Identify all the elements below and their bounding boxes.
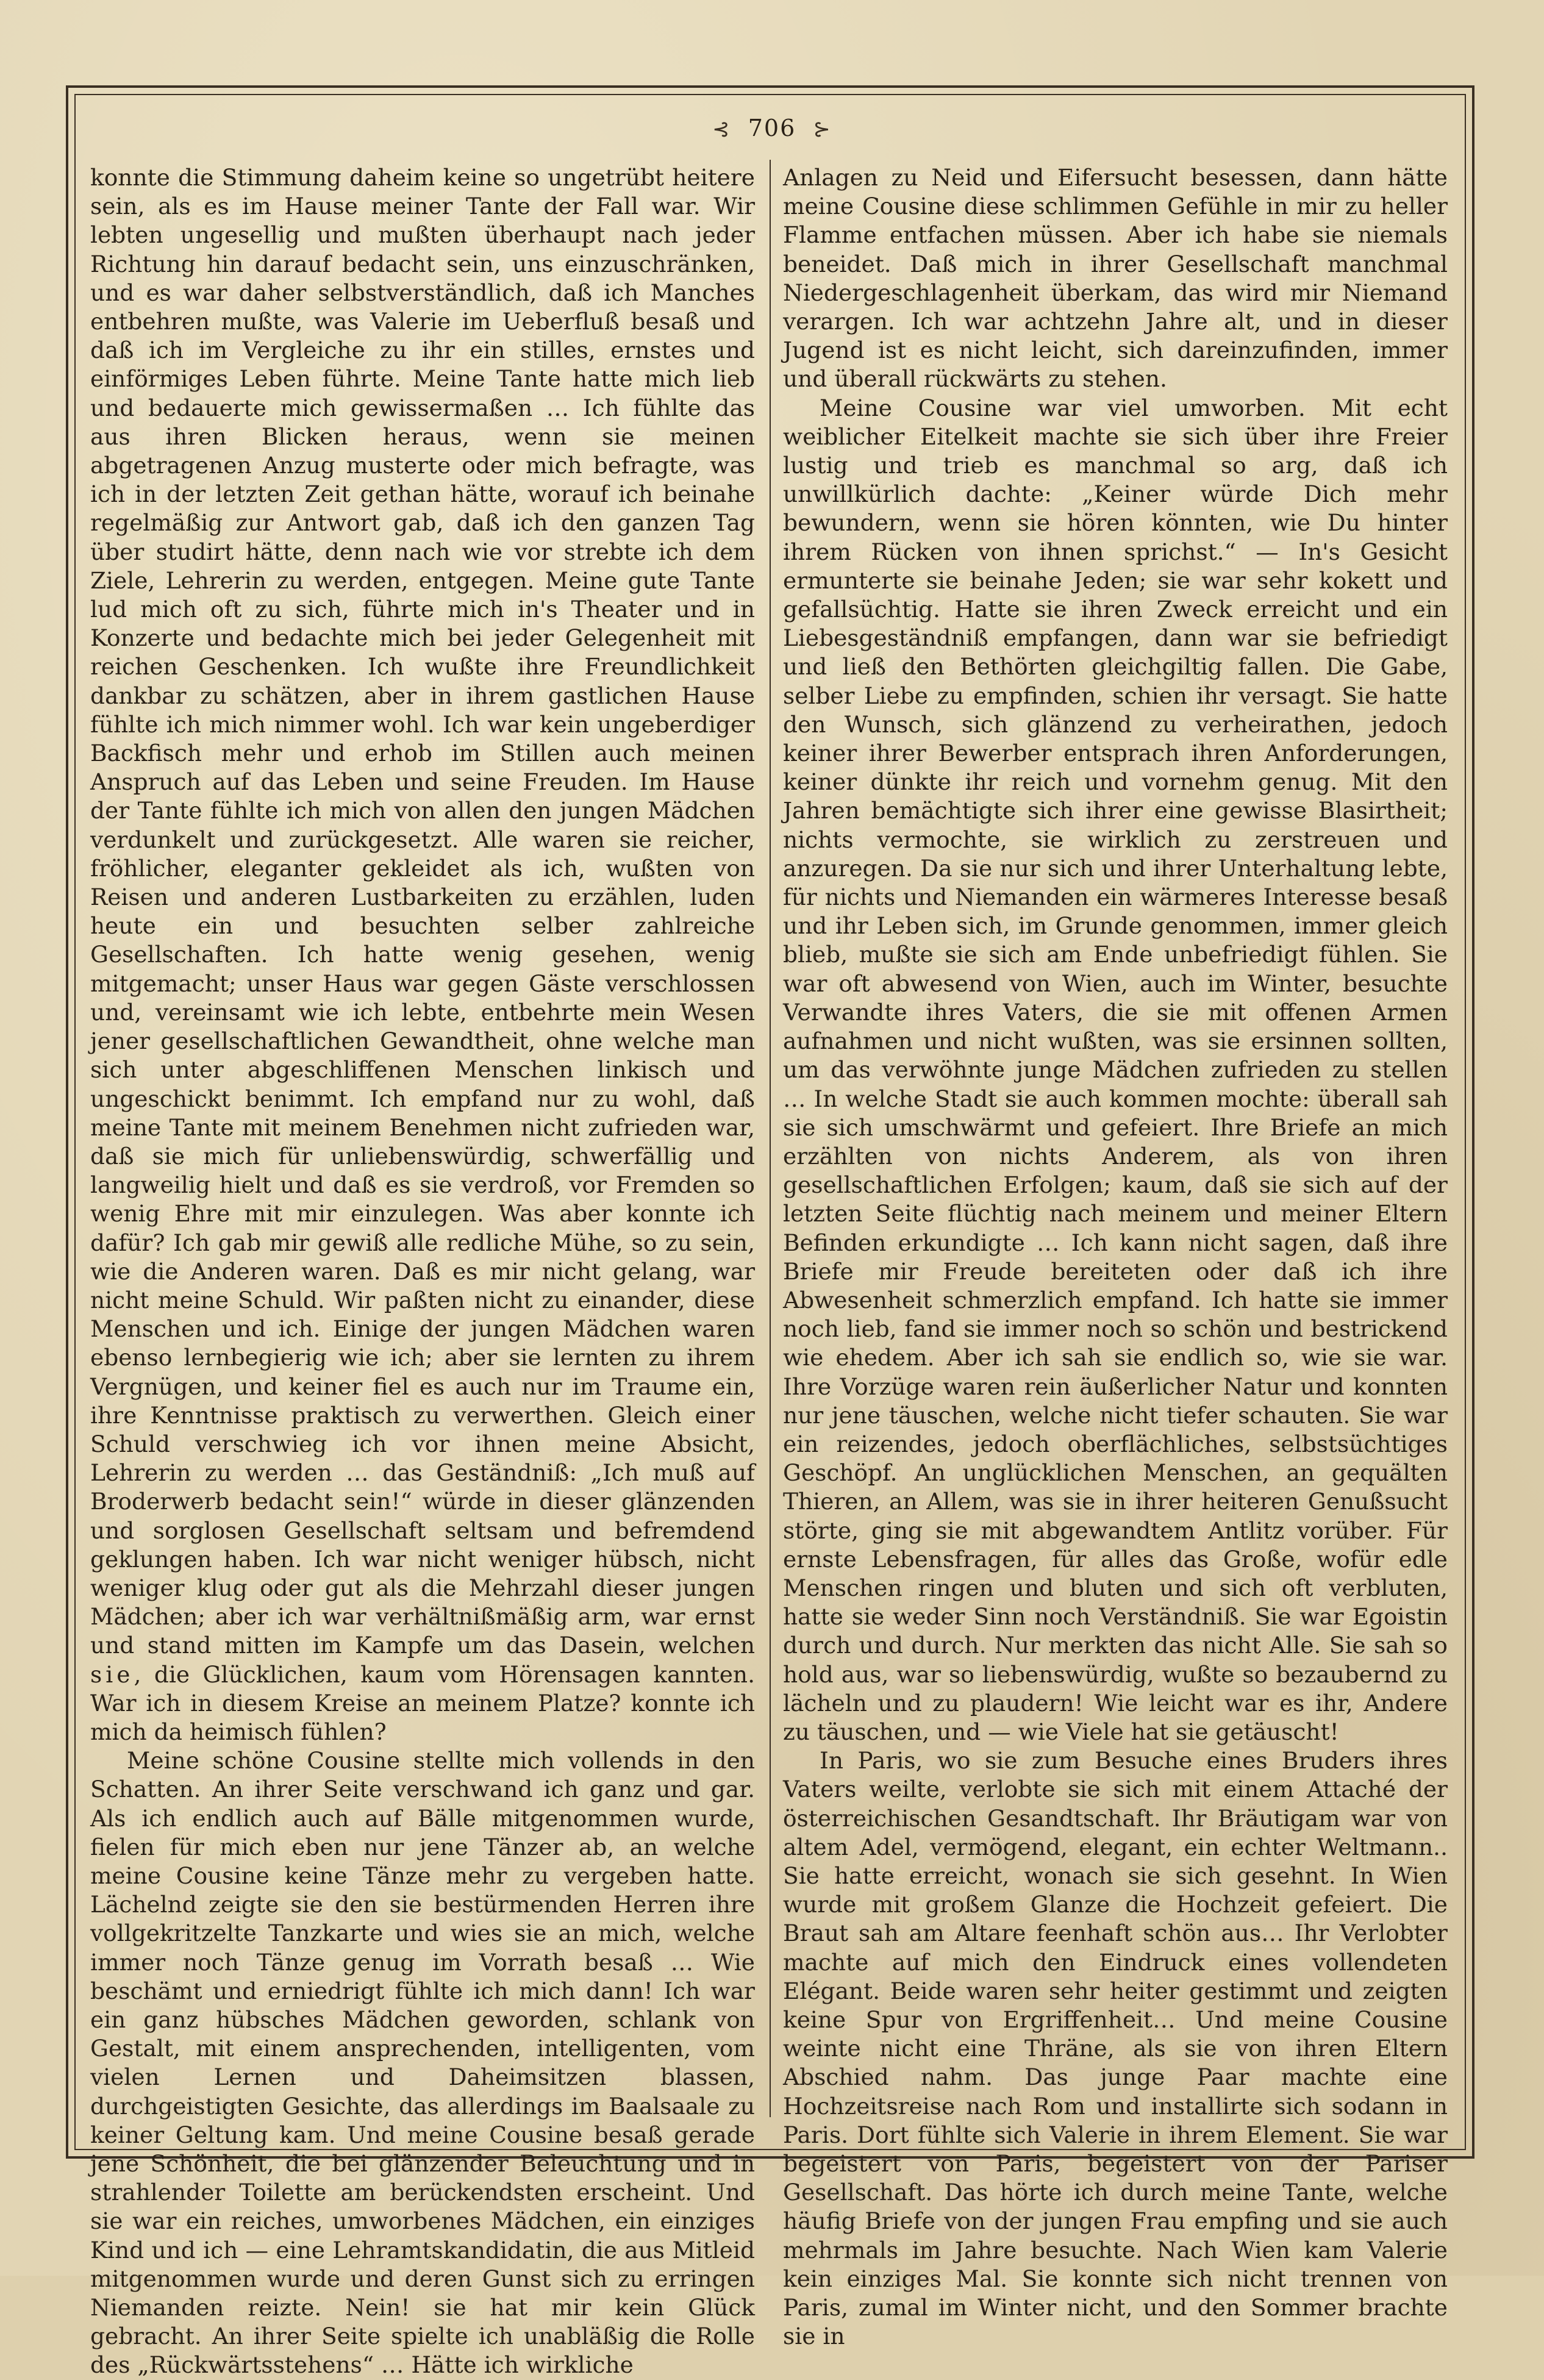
left-paragraph-1-end: , die Glücklichen, kaum vom Hörensagen kannten. War ich in diesem Kreise an meinem Platze? konnte ich mich da heimisch fühlen? [90, 1660, 755, 1745]
spaced-word: sie [90, 1660, 134, 1688]
right-column [783, 163, 1448, 2351]
column-divider [770, 160, 771, 2117]
right-paragraph-1: Anlagen zu Neid und Eifersucht besessen, dann hätte meine Cousine diese schlimmen Gefühle in mir zu heller Flamme entfachen müssen. Aber ich habe sie niemals beneidet. Daß mich in ihrer Gesellschaft manchmal Niedergeschlagenheit überkam, das wird mir Niemand verargen. Ich war achtzehn Jahre alt, und in dieser Jugend ist es nicht leicht, sich dareinzufinden, immer und überall rückwärts zu stehen. [783, 164, 1448, 393]
left-column [90, 163, 755, 2380]
left-paragraph-1-text: konnte die Stimmung daheim keine so ungetrübt heitere sein, als es im Hause meiner Tante der Fall war. Wir lebten ungesellig und mußten überhaupt nach jeder Richtung hin darauf bedacht sein, uns einzuschränken, und es war daher selbstverständlich, daß ich Manches entbehren mußte, was Valerie im Ueberfluß besaß und daß ich im Vergleiche zu ihr ein stilles, ernstes und einförmiges Leben führte. Meine Tante hatte mich lieb und bedauerte mich gewissermaßen … Ich fühlte das aus ihren Blicken heraus, wenn sie meinen abgetragenen Anzug musterte oder mich befragte, was ich in der letzten Zeit gethan hätte, worauf ich beinahe regelmäßig zur Antwort gab, daß ich den ganzen Tag über studirt hätte, denn nach wie vor strebte ich dem Ziele, Lehrerin zu werden, entgegen. Meine gute Tante lud mich oft zu sich, führte mich in's Theater und in Konzerte und bedachte mich bei jeder Gelegenheit mit reichen Geschenken. Ich wußte ihre Freundlichkeit dankbar zu schätzen, aber in ihrem gastlichen Hause fühlte ich mich nimmer wohl. Ich war kein ungeberdiger Backfisch mehr und erhob im Stillen auch meinen Anspruch auf das Leben und seine Freuden. Im Hause der Tante fühlte ich mich von allen den jungen Mädchen verdunkelt und zurückgesetzt. Alle waren sie reicher, fröhlicher, eleganter gekleidet als ich, wußten von Reisen und anderen Lustbarkeiten zu erzählen, luden heute ein und besuchten selber zahlreiche Gesellschaften. Ich hatte wenig gesehen, wenig mitgemacht; unser Haus war gegen Gäste verschlossen und, vereinsamt wie ich lebte, entbehrte mein Wesen jener gesellschaftlichen Gewandtheit, ohne welche man sich unter abgeschliffenen Menschen linkisch und ungeschickt benimmt. Ich empfand nur zu wohl, daß meine Tante mit meinem Benehmen nicht zufrieden war, daß sie mich für unliebenswürdig, schwerfällig und langweilig hielt und daß es sie verdroß, vor Fremden so wenig Ehre mit mir einzulegen. Was aber konnte ich dafür? Ich gab mir gewiß alle redliche Mühe, so zu sein, wie die Anderen waren. Daß es mir nicht gelang, war nicht meine Schuld. Wir paßten nicht zu einander, diese Menschen und ich. Einige der jungen Mädchen waren ebenso lernbegierig wie ich; aber sie lernten zu ihrem Vergnügen, und keiner fiel es auch nur im Traume ein, ihre Kenntnisse praktisch zu verwerthen. Gleich einer Schuld verschwieg ich vor ihnen meine Absicht, Lehrerin zu werden … das Geständniß: „Ich muß auf Broderwerb bedacht sein!“ würde in dieser glänzenden und sorglosen Gesellschaft seltsam und befremdend geklungen haben. Ich war nicht weniger hübsch, nicht weniger klug oder gut als die Mehrzahl dieser jungen Mädchen; aber ich war verhältnißmäßig arm, war ernst und stand mitten im Kampfe um das Dasein, welchen [90, 164, 755, 1659]
left-paragraph-2: Meine schöne Cousine stellte mich vollends in den Schatten. An ihrer Seite verschwand ich ganz und gar. Als ich endlich auch auf Bälle mitgenommen wurde, fielen für mich eben nur jene Tänzer ab, an welche meine Cousine keine Tänze mehr zu vergeben hatte. Lächelnd zeigte sie den sie bestürmenden Herren ihre vollgekritzelte Tanzkarte und wies sie an mich, welche immer noch Tänze genug im Vorrath besaß … Wie beschämt und erniedrigt fühlte ich mich dann! Ich war ein ganz hübsches Mädchen geworden, schlank von Gestalt, mit einem ansprechenden, intelligenten, vom vielen Lernen und Daheimsitzen blassen, durchgeistigten Gesichte, das allerdings im Baalsaale zu keiner Geltung kam. Und meine Cousine besaß gerade jene Schönheit, die bei glänzender Beleuchtung und in strahlender Toilette am berückendsten erscheint. Und sie war ein reiches, umworbenes Mädchen, ein einziges Kind und ich — eine Lehramtskandidatin, die aus Mitleid mitgenommen wurde und deren Gunst sich zu erringen Niemanden reizte. Nein! sie hat mir kein Glück gebracht. An ihrer Seite spielte ich unabläßig die Rolle des „Rückwärtsstehens“ … Hätte ich wirkliche [90, 1747, 755, 2379]
left-paragraph-1 [90, 163, 755, 1746]
right-paragraph-2: Meine Cousine war viel umworben. Mit echt weiblicher Eitelkeit machte sie sich über ihre Freier lustig und trieb es manchmal so arg, daß ich unwillkürlich dachte: „Keiner würde Dich mehr bewundern, wenn sie hören könnten, wie Du hinter ihrem Rücken von ihnen sprichst.“ — In's Gesicht ermunterte sie beinahe Jeden; sie war sehr kokett und gefallsüchtig. Hatte sie ihren Zweck erreicht und ein Liebesgeständniß empfangen, dann war sie befriedigt und ließ den Bethörten gleichgiltig fallen. Die Gabe, selber Liebe zu empfinden, schien ihr versagt. Sie hatte den Wunsch, sich glänzend zu verheirathen, jedoch keiner ihrer Bewerber entsprach ihren Anforderungen, keiner dünkte ihr reich und vornehm genug. Mit den Jahren bemächtigte sich ihrer eine gewisse Blasirtheit; nichts vermochte, sie wirklich zu zerstreuen und anzuregen. Da sie nur sich und ihrer Unterhaltung lebte, für nichts und Niemanden ein wärmeres Interesse besaß und ihr Leben sich, im Grunde genommen, immer gleich blieb, mußte sie sich am Ende unbefriedigt fühlen. Sie war oft abwesend von Wien, auch im Winter, besuchte Verwandte ihres Vaters, die sie mit offenen Armen aufnahmen und nicht wußten, was sie ersinnen sollten, um das verwöhnte junge Mädchen zufrieden zu stellen … In welche Stadt sie auch kommen mochte: überall sah sie sich umschwärmt und gefeiert. Ihre Briefe an mich erzählten von nichts Anderem, als von ihren gesellschaftlichen Erfolgen; kaum, daß sie sich auf der letzten Seite flüchtig nach meinem und meiner Eltern Befinden erkundigte … Ich kann nicht sagen, daß ihre Briefe mir Freude bereiteten oder daß ich ihre Abwesenheit schmerzlich empfand. Ich hatte sie immer noch lieb, fand sie immer noch so schön und bestrickend wie ehedem. Aber ich sah sie endlich so, wie sie war. Ihre Vorzüge waren rein äußerlicher Natur und konnten nur jene täuschen, welche nicht tiefer schauten. Sie war ein reizendes, jedoch oberflächliches, selbstsüchtiges Geschöpf. An unglücklichen Menschen, an gequälten Thieren, an Allem, was sie in ihrer heiteren Genußsucht störte, ging sie mit abgewandtem Antlitz vorüber. Für ernste Lebensfragen, für alles das Große, wofür edle Menschen ringen und bluten und sich oft verbluten, hatte sie weder Sinn noch Verständniß. Sie war Egoistin durch und durch. Nur merkten das nicht Alle. Sie sah so hold aus, war so liebenswürdig, wußte so bezaubernd zu lächeln und zu plaudern! Wie leicht war es ihr, Andere zu täuschen, und — wie Viele hat sie getäuscht! [783, 394, 1448, 1745]
ornament-left-icon: ⊰ [712, 117, 731, 141]
right-paragraph-3: In Paris, wo sie zum Besuche eines Bruders ihres Vaters weilte, verlobte sie sich mit einem Attaché der österreichischen Gesandtschaft. Ihr Bräutigam war von altem Adel, vermögend, elegant, ein echter Weltmann.. Sie hatte erreicht, wonach sie sich gesehnt. In Wien wurde mit großem Glanze die Hochzeit gefeiert. Die Braut sah am Altare feenhaft schön aus… Ihr Verlobter machte auf mich den Eindruck eines vollendeten Elégant. Beide waren sehr heiter gestimmt und zeigten keine Spur von Ergriffenheit… Und meine Cousine weinte nicht eine Thräne, als sie von ihren Eltern Abschied nahm. Das junge Paar machte eine Hochzeitsreise nach Rom und installirte sich sodann in Paris. Dort fühlte sich Valerie in ihrem Element. Sie war begeistert von Paris, begeistert von der Pariser Gesellschaft. Das hörte ich durch meine Tante, welche häufig Briefe von der jungen Frau empfing und sie auch mehrmals im Jahre besuchte. Nach Wien kam Valerie kein einziges Mal. Sie konnte sich nicht trennen von Paris, zumal im Winter nicht, und den Sommer brachte sie in [783, 1747, 1448, 2350]
ornament-right-icon: ⊱ [813, 117, 832, 141]
page-number: 706 [748, 115, 796, 141]
page-header [0, 110, 1544, 146]
